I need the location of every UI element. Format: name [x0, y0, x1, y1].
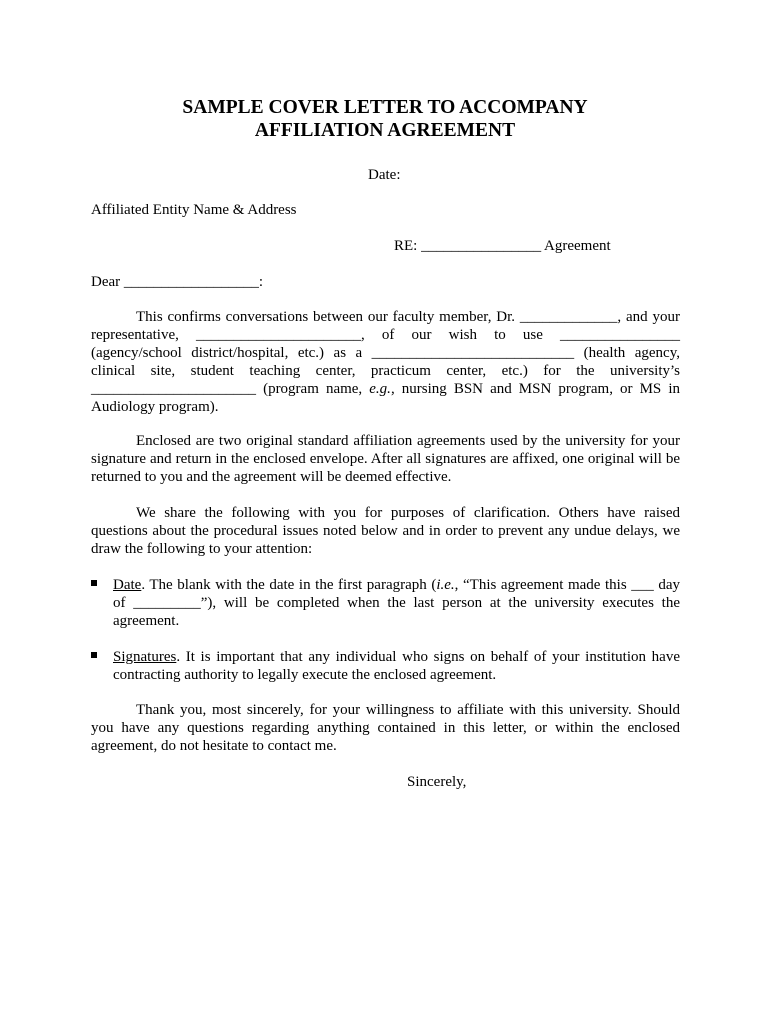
closing-sincerely: Sincerely,: [407, 774, 467, 790]
paragraph-confirmation-text-2: , nursing BSN and MSN program, or MS in Audiology program).: [91, 381, 681, 415]
bullet-date-text-1: . The blank with the date in the first paragraph (: [141, 577, 437, 593]
paragraph-clarification-text: We share the following with you for purposes of clarification. Others have raised questions about the procedural issues noted below and in order to prevent any undue delays, we draw the following to your attention:: [91, 505, 680, 557]
bullet-signatures: [91, 648, 680, 684]
bullet-square-icon: [91, 652, 97, 658]
bullet-date-text-2: , “This agreement made this ___ day of _________”), will be completed when the last person at the university executes the agreement.: [113, 577, 680, 629]
paragraph-clarification: [91, 504, 680, 558]
paragraph-confirmation-eg: e.g.: [369, 381, 391, 397]
bullet-square-icon: [91, 580, 97, 586]
document-title-line-2: AFFILIATION AGREEMENT: [254, 120, 516, 141]
re-line: RE: ________________ Agreement: [394, 238, 611, 254]
paragraph-confirmation-text-1: This confirms conversations between our faculty member, Dr. _____________, and your representative, ______________________, of our wish to use ________________ (agency/school district/hospital, etc.) as a ___________________________ (health agency, clinical site, student teaching center, practicum center, etc.) for the university’s ______________________ (program name,: [91, 309, 680, 397]
paragraph-thank-you-text: Thank you, most sincerely, for your willingness to affiliate with this university. Should you have any questions regarding anything contained in this letter, or within the enclosed agreement, do not hesitate to contact me.: [91, 702, 680, 754]
date-label: Date:: [368, 167, 401, 183]
entity-name-address: Affiliated Entity Name & Address: [91, 202, 297, 218]
paragraph-enclosed: [91, 432, 680, 486]
salutation: Dear __________________:: [91, 274, 264, 290]
bullet-signatures-label: Signatures: [113, 649, 177, 665]
paragraph-confirmation: [91, 308, 680, 416]
bullet-signatures-text: . It is important that any individual who signs on behalf of your institution have contracting authority to legally execute the enclosed agreement.: [113, 649, 680, 683]
paragraph-enclosed-text: Enclosed are two original standard affiliation agreements used by the university for your signature and return in the enclosed envelope. After all signatures are affixed, one original will be returned to you and the agreement will be deemed effective.: [91, 433, 680, 485]
bullet-date: [91, 576, 680, 630]
paragraph-thank-you: [91, 701, 680, 755]
document-title-line-1: SAMPLE COVER LETTER TO ACCOMPANY: [182, 97, 588, 118]
bullet-date-ie: i.e.: [436, 577, 455, 593]
bullet-date-label: Date: [113, 577, 142, 593]
